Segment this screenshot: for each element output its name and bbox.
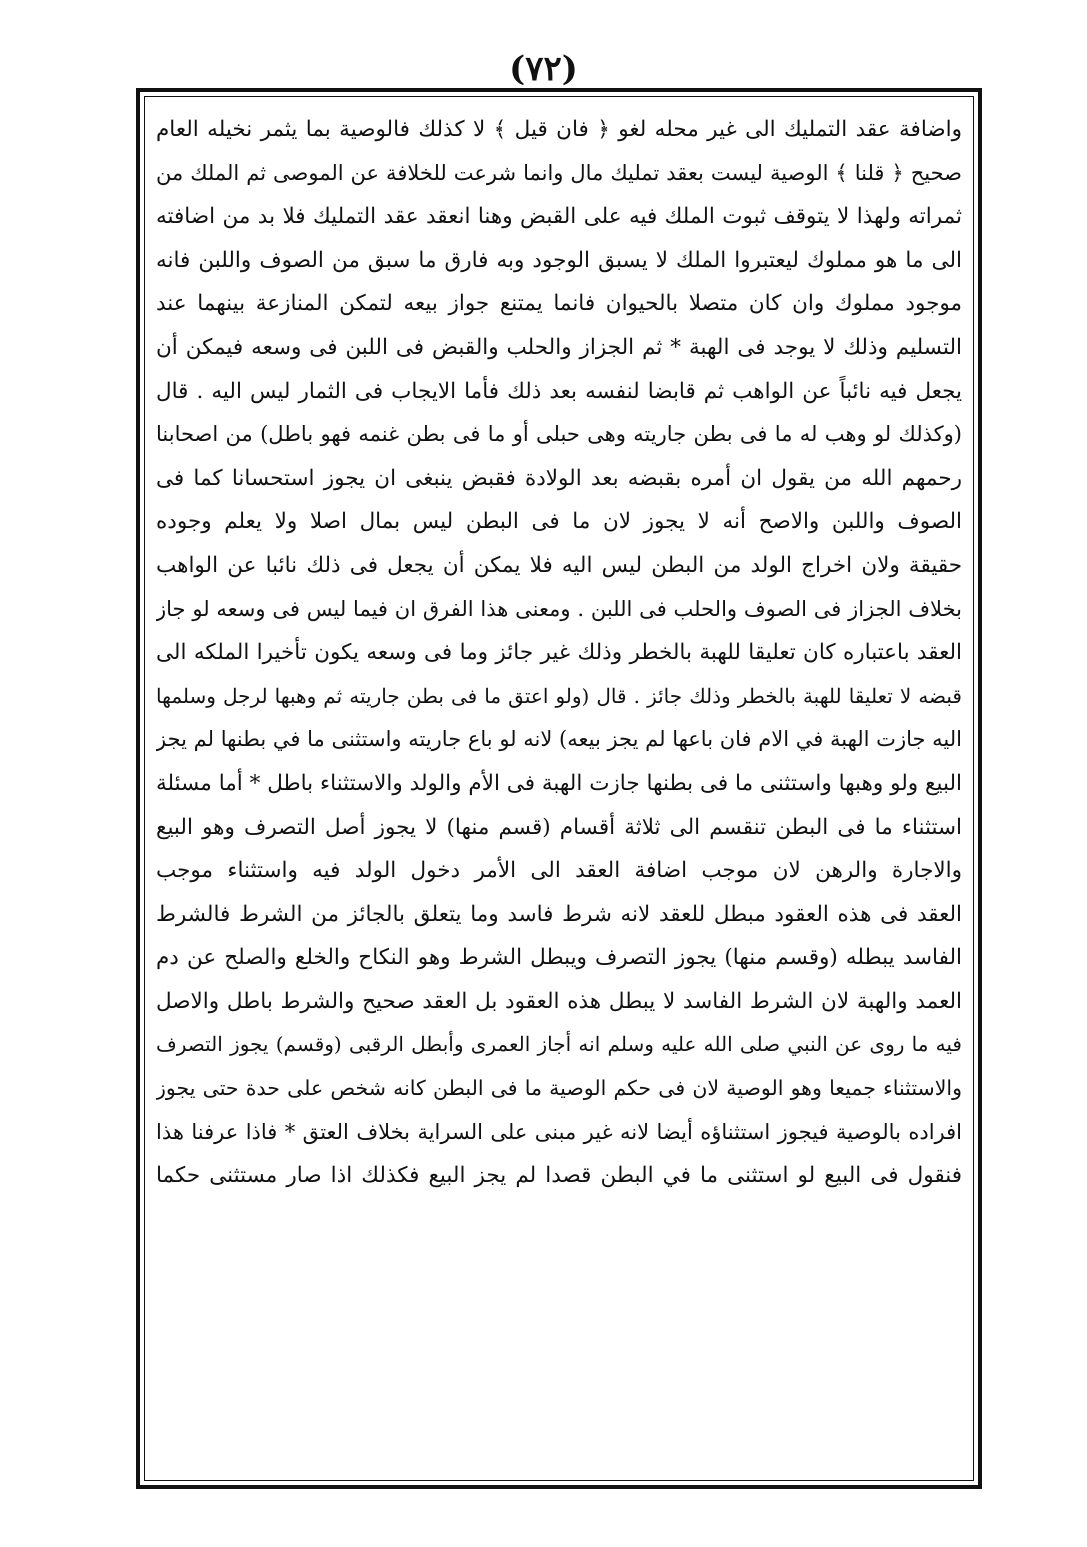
text-line: يجعل فيه نائباً عن الواهب ثم قابضا لنفسه بعد ذلك فأما الايجاب فى الثمار ليس اليه . قال (156, 378, 962, 404)
text-line: البيع ولو وهبها واستثنى ما فى بطنها جازت الهبة فى الأم والولد والاستثناء باطل * أما مسئلة (156, 770, 962, 796)
text-line: فيه ما روى عن النبي صلى الله عليه وسلم انه أجاز العمرى وأبطل الرقبى (وقسم) يجوز التصرف (156, 1032, 962, 1057)
text-line: الصوف واللبن والاصح أنه لا يجوز لان ما فى البطن ليس بمال اصلا ولا يعلم وجوده (156, 509, 962, 535)
body-text (156, 108, 962, 1473)
text-line: العقد باعتباره كان تعليقا للهبة بالخطر وذلك غير جائز وما فى وسعه يكون تأخيرا الملكه الى (156, 640, 962, 666)
text-line: صحيح ﴿ قلنا ﴾ الوصية ليست بعقد تمليك مال وانما شرعت للخلافة عن الموصى ثم الملك من (156, 160, 962, 185)
text-line: (وكذلك لو وهب له ما فى بطن جاريته وهى حبلى أو ما فى بطن غنمه فهو باطل) من اصحابنا (156, 422, 962, 447)
text-line: ثمراته ولهذا لا يتوقف ثبوت الملك فيه على القبض وهنا انعقد عقد التمليك فلا بد من اضافته (156, 204, 962, 230)
text-line: فنقول فى البيع لو استثنى ما في البطن قصدا لم يجز البيع فكذلك اذا صار مستثنى حكما (156, 1163, 962, 1189)
text-line: استثناء ما فى البطن تنقسم الى ثلاثة أقسام (قسم منها) لا يجوز أصل التصرف وهو البيع (156, 814, 962, 840)
text-line: الى ما هو مملوك ليعتبروا الملك لا يسبق الوجود وبه فارق ما سبق من الصوف واللبن فانه (156, 247, 962, 273)
text-line: العمد والهبة لان الشرط الفاسد لا يبطل هذه العقود بل العقد صحيح والشرط باطل والاصل (156, 988, 962, 1014)
text-line: اليه جازت الهبة في الام فان باعها لم يجز بيعه) لانه لو باع جاريته واستثنى ما في بطنها لم يجز (156, 727, 962, 752)
text-line: العقد فى هذه العقود مبطل للعقد لانه شرط فاسد وما يتعلق بالجائز من الشرط فالشرط (156, 901, 962, 927)
page-number: (٧٢) (509, 49, 578, 89)
text-line: الفاسد يبطله (وقسم منها) يجوز التصرف ويبطل الشرط وهو النكاح والخلع والصلح عن دم (156, 945, 962, 971)
text-line: والاجارة والرهن لان موجب اضافة العقد الى الأمر دخول الولد فيه واستثناء موجب (156, 858, 962, 884)
text-line: والاستثناء جميعا وهو الوصية لان فى حكم الوصية ما فى البطن كانه شخص على حدة حتى يجوز (156, 1076, 962, 1101)
text-line: افراده بالوصية فيجوز استثناؤه أيضا لانه غير مبنى على السراية بخلاف العتق * فاذا عرفنا هذا (156, 1119, 962, 1144)
text-line: قبضه لا تعليقا للهبة بالخطر وذلك جائز . قال (ولو اعتق ما فى بطن جاريته ثم وهبها لرجل وسلمها (156, 683, 962, 708)
text-line: حقيقة ولان اخراج الولد من البطن ليس اليه فلا يمكن أن يجعل فى ذلك نائبا عن الواهب (156, 552, 962, 578)
text-line: واضافة عقد التمليك الى غير محله لغو ﴿ فان قيل ﴾ لا كذلك فالوصية بما يثمر نخيله العام (156, 117, 962, 142)
text-line: موجود مملوك وان كان متصلا بالحيوان فانما يمتنع جواز بيعه لتمكن المنازعة بينهما عند (156, 291, 962, 317)
text-line: التسليم وذلك لا يوجد فى الهبة * ثم الجزاز والحلب والقبض فى اللبن فى وسعه فيمكن أن (156, 334, 962, 360)
text-line: رحمهم الله من يقول ان أمره بقبضه بعد الولادة فقبض ينبغى ان يجوز استحسانا كما فى (156, 465, 962, 491)
text-line: بخلاف الجزاز فى الصوف والحلب فى اللبن . ومعنى هذا الفرق ان فيما ليس فى وسعه لو جاز (156, 596, 962, 621)
